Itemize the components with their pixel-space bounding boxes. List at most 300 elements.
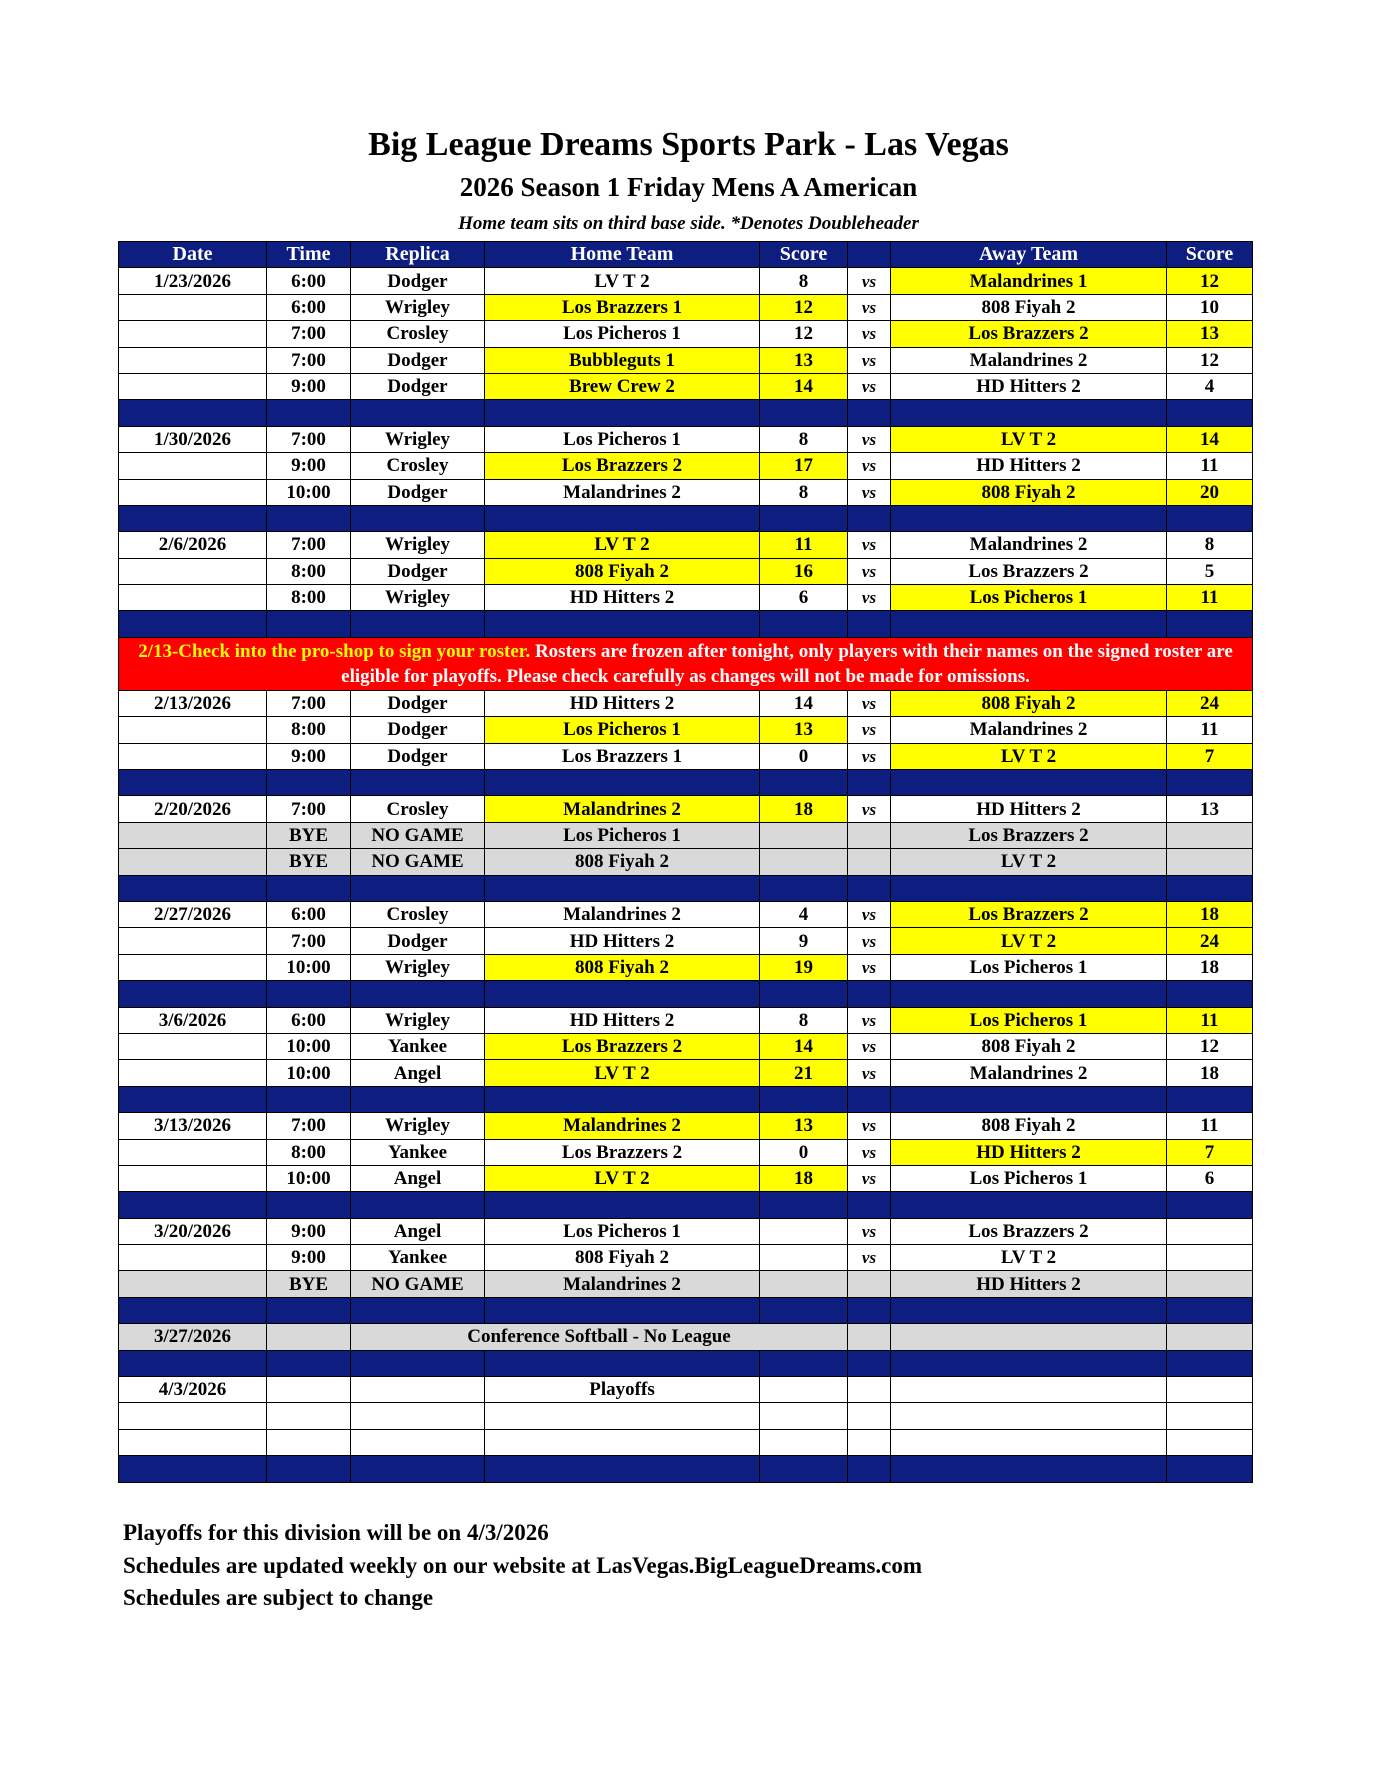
- game-row: [119, 796, 1253, 822]
- home-team: Los Brazzers 1: [485, 294, 760, 320]
- away-score: [1167, 1218, 1253, 1244]
- game-date: [119, 822, 267, 848]
- header-home-team: Home Team: [485, 242, 760, 268]
- header-replica: Replica: [351, 242, 485, 268]
- game-date: [119, 1139, 267, 1165]
- away-team: HD Hitters 2: [891, 1139, 1167, 1165]
- roster-notice-row: [119, 637, 1253, 690]
- week-separator: [119, 1456, 1253, 1482]
- away-score: [1167, 1245, 1253, 1271]
- away-score: [1167, 1377, 1253, 1403]
- header-away-team: Away Team: [891, 242, 1167, 268]
- vs-label: vs: [848, 717, 891, 743]
- no-league-note: Conference Softball - No League: [351, 1324, 848, 1350]
- home-score: 0: [760, 743, 848, 769]
- separator-cell: [119, 1192, 267, 1218]
- game-time: 10:00: [267, 1165, 351, 1191]
- game-time: 10:00: [267, 1033, 351, 1059]
- separator-cell: [351, 770, 485, 796]
- game-row: [119, 453, 1253, 479]
- home-score: 18: [760, 1165, 848, 1191]
- home-team: Los Brazzers 1: [485, 743, 760, 769]
- separator-cell: [351, 611, 485, 637]
- table-header-row: [119, 242, 1253, 268]
- replica-field: Dodger: [351, 373, 485, 399]
- game-row: [119, 585, 1253, 611]
- game-row: [119, 1218, 1253, 1244]
- vs-label: vs: [848, 453, 891, 479]
- home-team: Los Brazzers 2: [485, 1139, 760, 1165]
- separator-cell: [485, 505, 760, 531]
- replica-field: Wrigley: [351, 954, 485, 980]
- away-team: 808 Fiyah 2: [891, 1033, 1167, 1059]
- home-score: 4: [760, 901, 848, 927]
- replica-field: Wrigley: [351, 585, 485, 611]
- home-team: Los Picheros 1: [485, 717, 760, 743]
- separator-cell: [1167, 875, 1253, 901]
- away-team: Malandrines 2: [891, 717, 1167, 743]
- home-team: HD Hitters 2: [485, 928, 760, 954]
- separator-cell: [891, 505, 1167, 531]
- separator-cell: [760, 1192, 848, 1218]
- separator-cell: [485, 1086, 760, 1112]
- separator-cell: [1167, 1086, 1253, 1112]
- separator-cell: [267, 1297, 351, 1323]
- separator-cell: [891, 400, 1167, 426]
- home-team: 808 Fiyah 2: [485, 849, 760, 875]
- empty-cell: [760, 1403, 848, 1429]
- empty-cell: [267, 1429, 351, 1455]
- away-score: 14: [1167, 426, 1253, 452]
- separator-cell: [351, 505, 485, 531]
- vs-label: vs: [848, 426, 891, 452]
- game-row: [119, 426, 1253, 452]
- separator-cell: [351, 1456, 485, 1482]
- week-separator: [119, 1350, 1253, 1376]
- week-separator: [119, 1192, 1253, 1218]
- empty-cell: [351, 1403, 485, 1429]
- separator-cell: [267, 505, 351, 531]
- separator-cell: [760, 981, 848, 1007]
- away-score: 7: [1167, 743, 1253, 769]
- away-score: 6: [1167, 1165, 1253, 1191]
- home-team: Malandrines 2: [485, 1113, 760, 1139]
- schedule-note: Home team sits on third base side. *Denotes Doubleheader: [458, 213, 919, 234]
- schedule-table: [118, 241, 1253, 1483]
- away-score: 18: [1167, 901, 1253, 927]
- separator-cell: [267, 1192, 351, 1218]
- separator-cell: [848, 1350, 891, 1376]
- empty-row: [119, 1429, 1253, 1455]
- header-home-score: Score: [760, 242, 848, 268]
- game-date: 3/13/2026: [119, 1113, 267, 1139]
- time-cell: [267, 1324, 351, 1350]
- away-score: 11: [1167, 453, 1253, 479]
- game-row: [119, 1245, 1253, 1271]
- home-score: 13: [760, 717, 848, 743]
- game-row: [119, 1165, 1253, 1191]
- game-time: 8:00: [267, 1139, 351, 1165]
- time-cell: [267, 1377, 351, 1403]
- game-time: 7:00: [267, 1113, 351, 1139]
- away-score: 11: [1167, 1007, 1253, 1033]
- game-time: 7:00: [267, 347, 351, 373]
- game-date: [119, 1245, 267, 1271]
- separator-cell: [891, 1456, 1167, 1482]
- away-score: 11: [1167, 1113, 1253, 1139]
- away-team: Malandrines 2: [891, 347, 1167, 373]
- home-team: 808 Fiyah 2: [485, 1245, 760, 1271]
- game-time: 7:00: [267, 532, 351, 558]
- replica-field: Angel: [351, 1218, 485, 1244]
- home-team: HD Hitters 2: [485, 1007, 760, 1033]
- replica-field: Crosley: [351, 901, 485, 927]
- game-date: [119, 717, 267, 743]
- away-score: 8: [1167, 532, 1253, 558]
- home-team: Los Picheros 1: [485, 822, 760, 848]
- home-score: 13: [760, 1113, 848, 1139]
- away-score: 11: [1167, 717, 1253, 743]
- game-time: 7:00: [267, 796, 351, 822]
- game-time: 6:00: [267, 1007, 351, 1033]
- away-team: LV T 2: [891, 1245, 1167, 1271]
- separator-cell: [485, 1297, 760, 1323]
- game-row: [119, 532, 1253, 558]
- home-score: 14: [760, 373, 848, 399]
- separator-cell: [351, 1297, 485, 1323]
- home-score: 8: [760, 1007, 848, 1033]
- away-team: Los Brazzers 2: [891, 822, 1167, 848]
- home-score: 8: [760, 268, 848, 294]
- separator-cell: [267, 400, 351, 426]
- home-score: [760, 849, 848, 875]
- bye-row: [119, 849, 1253, 875]
- roster-notice-highlight: 2/13-Check into the pro-shop to sign your roster.: [138, 640, 531, 662]
- separator-cell: [267, 770, 351, 796]
- away-team: Los Picheros 1: [891, 954, 1167, 980]
- home-team: Malandrines 2: [485, 796, 760, 822]
- separator-cell: [848, 611, 891, 637]
- separator-cell: [848, 875, 891, 901]
- vs-cell: [848, 849, 891, 875]
- game-time: 6:00: [267, 268, 351, 294]
- away-score: [1167, 1271, 1253, 1297]
- game-time: 10:00: [267, 479, 351, 505]
- game-date: [119, 373, 267, 399]
- no-league-row: [119, 1324, 1253, 1350]
- empty-cell: [485, 1403, 760, 1429]
- separator-cell: [891, 1297, 1167, 1323]
- empty-cell: [891, 1403, 1167, 1429]
- game-date: 4/3/2026: [119, 1377, 267, 1403]
- replica-field: Yankee: [351, 1139, 485, 1165]
- replica-field: Dodger: [351, 347, 485, 373]
- replica-field: Angel: [351, 1060, 485, 1086]
- empty-cell: [1167, 1403, 1253, 1429]
- away-team: [891, 1324, 1167, 1350]
- replica-field: NO GAME: [351, 849, 485, 875]
- game-date: [119, 558, 267, 584]
- home-team: LV T 2: [485, 1165, 760, 1191]
- game-date: [119, 1165, 267, 1191]
- away-score: [1167, 822, 1253, 848]
- playoff-label: Playoffs: [485, 1377, 760, 1403]
- separator-cell: [351, 981, 485, 1007]
- separator-cell: [760, 1297, 848, 1323]
- game-date: [119, 294, 267, 320]
- home-score: 17: [760, 453, 848, 479]
- game-date: [119, 954, 267, 980]
- separator-cell: [891, 1192, 1167, 1218]
- vs-label: vs: [848, 479, 891, 505]
- game-row: [119, 743, 1253, 769]
- empty-cell: [119, 1403, 267, 1429]
- separator-cell: [119, 400, 267, 426]
- week-separator: [119, 400, 1253, 426]
- separator-cell: [485, 611, 760, 637]
- separator-cell: [119, 1350, 267, 1376]
- empty-row: [119, 1403, 1253, 1429]
- game-date: 1/30/2026: [119, 426, 267, 452]
- game-time: 8:00: [267, 717, 351, 743]
- separator-cell: [485, 875, 760, 901]
- separator-cell: [760, 1350, 848, 1376]
- separator-cell: [351, 400, 485, 426]
- home-team: Los Picheros 1: [485, 321, 760, 347]
- replica-field: Yankee: [351, 1245, 485, 1271]
- away-score: 24: [1167, 928, 1253, 954]
- game-row: [119, 717, 1253, 743]
- vs-label: vs: [848, 321, 891, 347]
- separator-cell: [848, 1297, 891, 1323]
- replica-field: Dodger: [351, 743, 485, 769]
- away-team: [891, 1377, 1167, 1403]
- separator-cell: [119, 981, 267, 1007]
- home-team: LV T 2: [485, 532, 760, 558]
- separator-cell: [760, 875, 848, 901]
- separator-cell: [119, 1086, 267, 1112]
- away-team: HD Hitters 2: [891, 373, 1167, 399]
- empty-cell: [485, 1429, 760, 1455]
- header-vs: [848, 242, 891, 268]
- away-team: 808 Fiyah 2: [891, 690, 1167, 716]
- replica-field: Dodger: [351, 690, 485, 716]
- separator-cell: [119, 1456, 267, 1482]
- replica-field: Yankee: [351, 1033, 485, 1059]
- replica-field: Wrigley: [351, 294, 485, 320]
- separator-cell: [485, 1350, 760, 1376]
- separator-cell: [891, 770, 1167, 796]
- separator-cell: [1167, 1456, 1253, 1482]
- away-team: 808 Fiyah 2: [891, 479, 1167, 505]
- empty-cell: [1167, 1429, 1253, 1455]
- separator-cell: [760, 770, 848, 796]
- replica-field: Wrigley: [351, 1007, 485, 1033]
- replica-field: NO GAME: [351, 1271, 485, 1297]
- away-score: 18: [1167, 1060, 1253, 1086]
- away-team: Malandrines 2: [891, 1060, 1167, 1086]
- separator-cell: [891, 875, 1167, 901]
- home-score: 16: [760, 558, 848, 584]
- vs-label: vs: [848, 1113, 891, 1139]
- home-score: 11: [760, 532, 848, 558]
- game-date: 3/27/2026: [119, 1324, 267, 1350]
- vs-label: vs: [848, 796, 891, 822]
- away-score: 12: [1167, 347, 1253, 373]
- separator-cell: [891, 611, 1167, 637]
- game-time: 9:00: [267, 453, 351, 479]
- home-score: [760, 1245, 848, 1271]
- separator-cell: [1167, 981, 1253, 1007]
- game-row: [119, 1060, 1253, 1086]
- week-separator: [119, 770, 1253, 796]
- home-score: [760, 1218, 848, 1244]
- separator-cell: [119, 505, 267, 531]
- separator-cell: [891, 1086, 1167, 1112]
- game-row: [119, 901, 1253, 927]
- separator-cell: [485, 981, 760, 1007]
- bye-label: BYE: [267, 822, 351, 848]
- away-team: Los Brazzers 2: [891, 1218, 1167, 1244]
- separator-cell: [1167, 505, 1253, 531]
- game-date: [119, 849, 267, 875]
- game-date: [119, 743, 267, 769]
- separator-cell: [267, 1086, 351, 1112]
- home-team: Los Picheros 1: [485, 426, 760, 452]
- replica-field: Crosley: [351, 453, 485, 479]
- empty-cell: [891, 1429, 1167, 1455]
- week-separator: [119, 981, 1253, 1007]
- home-team: Los Picheros 1: [485, 1218, 760, 1244]
- game-date: 3/6/2026: [119, 1007, 267, 1033]
- away-score: 5: [1167, 558, 1253, 584]
- separator-cell: [351, 1350, 485, 1376]
- separator-cell: [119, 875, 267, 901]
- vs-cell: [848, 1324, 891, 1350]
- empty-cell: [267, 1403, 351, 1429]
- home-score: 12: [760, 294, 848, 320]
- game-date: [119, 453, 267, 479]
- vs-label: vs: [848, 1218, 891, 1244]
- away-team: LV T 2: [891, 426, 1167, 452]
- away-team: LV T 2: [891, 849, 1167, 875]
- separator-cell: [848, 400, 891, 426]
- game-row: [119, 347, 1253, 373]
- separator-cell: [848, 770, 891, 796]
- away-score: 7: [1167, 1139, 1253, 1165]
- game-row: [119, 479, 1253, 505]
- away-score: 20: [1167, 479, 1253, 505]
- separator-cell: [760, 1456, 848, 1482]
- home-team: Malandrines 2: [485, 901, 760, 927]
- home-team: Brew Crew 2: [485, 373, 760, 399]
- away-team: LV T 2: [891, 928, 1167, 954]
- separator-cell: [760, 400, 848, 426]
- bye-row: [119, 822, 1253, 848]
- vs-label: vs: [848, 532, 891, 558]
- game-date: [119, 1271, 267, 1297]
- game-date: [119, 585, 267, 611]
- game-date: 1/23/2026: [119, 268, 267, 294]
- vs-label: vs: [848, 743, 891, 769]
- away-team: HD Hitters 2: [891, 796, 1167, 822]
- separator-cell: [848, 1456, 891, 1482]
- game-time: 9:00: [267, 373, 351, 399]
- replica-field: Wrigley: [351, 532, 485, 558]
- home-score: 9: [760, 928, 848, 954]
- home-score: 0: [760, 1139, 848, 1165]
- game-time: 7:00: [267, 690, 351, 716]
- game-row: [119, 690, 1253, 716]
- vs-label: vs: [848, 1060, 891, 1086]
- game-date: [119, 928, 267, 954]
- game-time: 6:00: [267, 294, 351, 320]
- home-score: 21: [760, 1060, 848, 1086]
- replica-field: Wrigley: [351, 426, 485, 452]
- separator-cell: [848, 1192, 891, 1218]
- vs-label: vs: [848, 558, 891, 584]
- game-row: [119, 294, 1253, 320]
- home-score: 6: [760, 585, 848, 611]
- vs-label: vs: [848, 347, 891, 373]
- vs-label: vs: [848, 928, 891, 954]
- away-score: [1167, 849, 1253, 875]
- game-row: [119, 1113, 1253, 1139]
- home-score: 19: [760, 954, 848, 980]
- separator-cell: [119, 1297, 267, 1323]
- separator-cell: [267, 981, 351, 1007]
- footer-playoffs: Playoffs for this division will be on 4/3/2026: [123, 1520, 549, 1545]
- game-time: 10:00: [267, 1060, 351, 1086]
- empty-cell: [119, 1429, 267, 1455]
- home-score: 8: [760, 426, 848, 452]
- game-date: 2/6/2026: [119, 532, 267, 558]
- vs-label: vs: [848, 901, 891, 927]
- game-time: 9:00: [267, 1218, 351, 1244]
- game-time: 7:00: [267, 928, 351, 954]
- home-team: Bubbleguts 1: [485, 347, 760, 373]
- week-separator: [119, 505, 1253, 531]
- separator-cell: [848, 505, 891, 531]
- page-title: Big League Dreams Sports Park - Las Vegas: [368, 126, 1009, 163]
- game-date: [119, 321, 267, 347]
- away-team: Los Brazzers 2: [891, 901, 1167, 927]
- replica-field: Dodger: [351, 558, 485, 584]
- separator-cell: [351, 1086, 485, 1112]
- away-team: Los Brazzers 2: [891, 558, 1167, 584]
- away-team: Malandrines 2: [891, 532, 1167, 558]
- away-team: HD Hitters 2: [891, 1271, 1167, 1297]
- separator-cell: [351, 875, 485, 901]
- game-time: 6:00: [267, 901, 351, 927]
- week-separator: [119, 611, 1253, 637]
- home-score: 8: [760, 479, 848, 505]
- separator-cell: [485, 1456, 760, 1482]
- away-score: 24: [1167, 690, 1253, 716]
- vs-label: vs: [848, 294, 891, 320]
- game-date: [119, 1033, 267, 1059]
- away-score: [1167, 1324, 1253, 1350]
- separator-cell: [1167, 1192, 1253, 1218]
- separator-cell: [1167, 770, 1253, 796]
- replica-field: Wrigley: [351, 1113, 485, 1139]
- separator-cell: [891, 1350, 1167, 1376]
- away-team: HD Hitters 2: [891, 453, 1167, 479]
- separator-cell: [1167, 1297, 1253, 1323]
- home-team: Los Brazzers 2: [485, 1033, 760, 1059]
- away-score: 13: [1167, 321, 1253, 347]
- week-separator: [119, 1086, 1253, 1112]
